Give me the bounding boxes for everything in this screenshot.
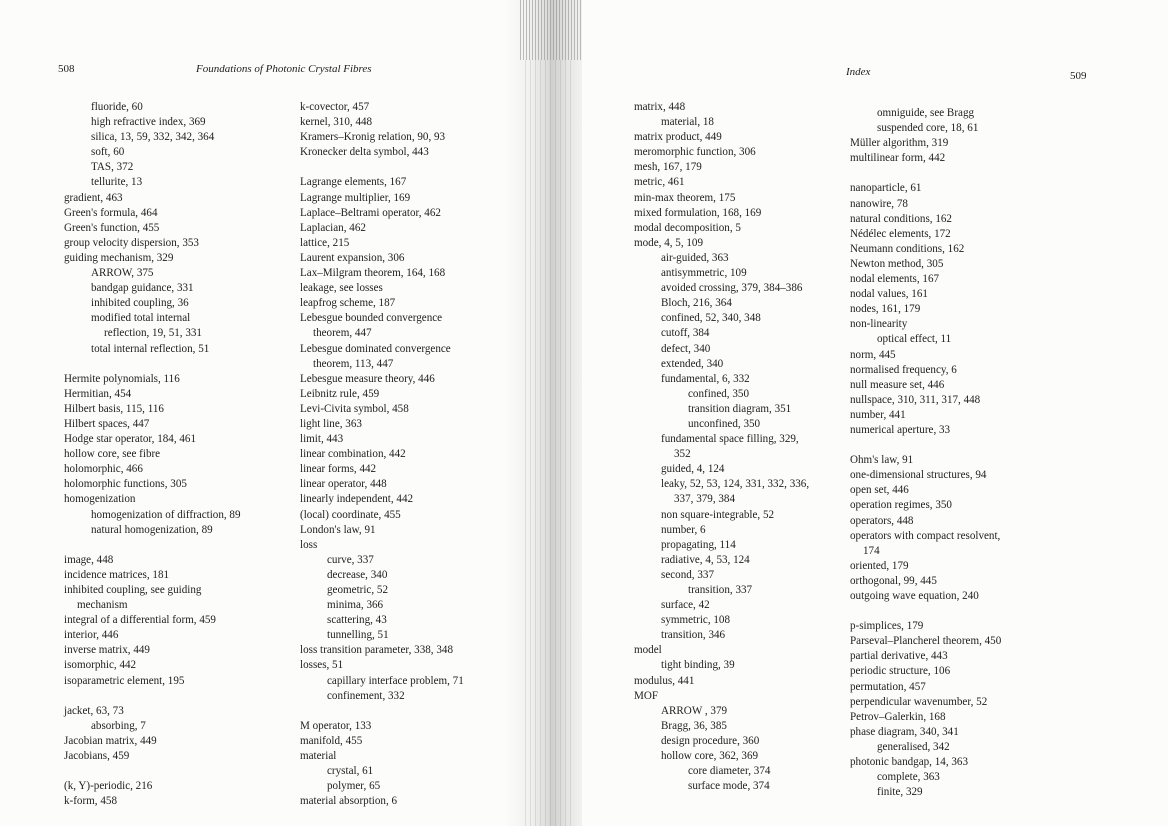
index-entry: Bragg, 36, 385 xyxy=(661,719,727,732)
index-entry: operators with compact resolvent, xyxy=(850,529,1001,542)
index-entry: modified total internal xyxy=(91,312,191,325)
index-entry: fundamental, 6, 332 xyxy=(661,372,750,385)
index-entry: oriented, 179 xyxy=(850,559,909,572)
index-entry: Lax–Milgram theorem, 164, 168 xyxy=(300,267,446,280)
index-entry: outgoing wave equation, 240 xyxy=(850,590,979,602)
index-entry: decrease, 340 xyxy=(327,568,388,581)
index-entry: non square-integrable, 52 xyxy=(661,508,775,521)
index-entry: nanoparticle, 61 xyxy=(850,182,922,195)
index-entry: confined, 350 xyxy=(688,387,749,400)
index-entry: reflection, 19, 51, 331 xyxy=(104,327,202,340)
right-folio: 509 xyxy=(1070,70,1087,82)
index-gap xyxy=(850,438,1001,453)
index-entry: propagating, 114 xyxy=(661,538,736,551)
index-entry: material, 18 xyxy=(661,116,714,129)
index-entry: extended, 340 xyxy=(661,357,724,370)
index-entry: open set, 446 xyxy=(850,484,909,497)
left-running-head: Foundations of Photonic Crystal Fibres xyxy=(196,63,372,75)
index-entry: radiative, 4, 53, 124 xyxy=(661,553,750,566)
index-entry: soft, 60 xyxy=(91,146,125,159)
index-entry: suspended core, 18, 61 xyxy=(877,122,979,135)
index-entry: theorem, 447 xyxy=(313,327,372,340)
index-gap xyxy=(64,357,241,372)
index-entry: tunnelling, 51 xyxy=(327,629,389,642)
index-entry: inhibited coupling, see guiding xyxy=(64,584,202,596)
index-entry: M operator, 133 xyxy=(300,719,372,732)
index-entry: kernel, 310, 448 xyxy=(300,116,373,129)
index-entry: Green's formula, 464 xyxy=(64,206,158,219)
index-entry: norm, 445 xyxy=(850,348,896,361)
index-entry: transition, 337 xyxy=(688,584,753,596)
index-entry: second, 337 xyxy=(661,568,714,581)
index-entry: mixed formulation, 168, 169 xyxy=(634,206,762,219)
index-entry: Bloch, 216, 364 xyxy=(661,297,732,310)
index-entry: Lebesgue measure theory, 446 xyxy=(300,372,435,385)
index-gap xyxy=(64,538,241,553)
index-entry: periodic structure, 106 xyxy=(850,665,951,678)
index-entry: cutoff, 384 xyxy=(661,327,710,340)
index-entry: number, 441 xyxy=(850,408,906,421)
index-column-2 xyxy=(300,100,464,809)
index-entry: avoided crossing, 379, 384–386 xyxy=(661,282,803,295)
index-entry: transition diagram, 351 xyxy=(688,402,792,415)
index-entry: optical effect, 11 xyxy=(877,333,952,346)
index-entry: k-form, 458 xyxy=(64,795,117,808)
left-folio: 508 xyxy=(58,63,75,75)
index-entry: nodal elements, 167 xyxy=(850,273,940,286)
index-entry: holomorphic functions, 305 xyxy=(64,478,187,491)
index-entry: natural homogenization, 89 xyxy=(91,523,213,536)
index-entry: Neumann conditions, 162 xyxy=(850,242,965,255)
index-entry: tellurite, 13 xyxy=(91,176,143,189)
index-entry: number, 6 xyxy=(661,523,706,536)
index-entry: nullspace, 310, 311, 317, 448 xyxy=(850,393,981,406)
index-gap xyxy=(300,160,464,175)
index-entry: unconfined, 350 xyxy=(688,417,761,430)
index-entry: Hodge star operator, 184, 461 xyxy=(64,433,197,446)
index-entry: mechanism xyxy=(77,599,128,612)
index-entry: (local) coordinate, 455 xyxy=(300,508,401,521)
index-entry: photonic bandgap, 14, 363 xyxy=(850,756,969,769)
index-entry: mode, 4, 5, 109 xyxy=(634,236,704,249)
index-entry: Lebesgue bounded convergence xyxy=(300,312,443,325)
index-entry: permutation, 457 xyxy=(850,680,926,693)
index-entry: perpendicular wavenumber, 52 xyxy=(850,695,988,708)
index-entry: Laurent expansion, 306 xyxy=(300,251,405,264)
index-entry: Levi-Civita symbol, 458 xyxy=(300,402,409,415)
index-entry: surface mode, 374 xyxy=(688,780,770,793)
index-entry: 337, 379, 384 xyxy=(674,493,736,506)
index-entry: min-max theorem, 175 xyxy=(634,191,736,204)
index-entry: (k, Y)-periodic, 216 xyxy=(64,780,153,793)
index-entry: partial derivative, 443 xyxy=(850,650,948,663)
index-entry: Nédélec elements, 172 xyxy=(850,227,951,240)
index-entry: non-linearity xyxy=(850,318,908,331)
index-entry: linear forms, 442 xyxy=(300,463,377,476)
index-entry: tight binding, 39 xyxy=(661,659,735,672)
index-entry: leaky, 52, 53, 124, 331, 332, 336, xyxy=(661,478,810,491)
right-page xyxy=(582,0,1168,826)
index-entry: Newton method, 305 xyxy=(850,257,944,270)
index-entry: Kronecker delta symbol, 443 xyxy=(300,146,429,159)
index-entry: theorem, 113, 447 xyxy=(313,357,394,370)
index-entry: orthogonal, 99, 445 xyxy=(850,574,937,587)
index-entry: p-simplices, 179 xyxy=(850,620,924,633)
index-entry: loss xyxy=(300,538,318,551)
index-entry: Hilbert spaces, 447 xyxy=(64,417,150,430)
index-entry: generalised, 342 xyxy=(877,740,950,753)
index-entry: Leibnitz rule, 459 xyxy=(300,387,380,400)
index-entry: incidence matrices, 181 xyxy=(64,568,170,581)
index-entry: absorbing, 7 xyxy=(91,719,146,732)
left-page xyxy=(0,0,520,826)
index-entry: limit, 443 xyxy=(300,433,344,446)
index-entry: material absorption, 6 xyxy=(300,795,398,808)
index-entry: Lagrange multiplier, 169 xyxy=(300,191,411,204)
index-entry: Hilbert basis, 115, 116 xyxy=(64,402,164,415)
index-entry: defect, 340 xyxy=(661,342,711,355)
index-entry: total internal reflection, 51 xyxy=(91,342,210,355)
index-entry: symmetric, 108 xyxy=(661,614,731,627)
index-entry: modulus, 441 xyxy=(634,674,695,687)
index-entry: image, 448 xyxy=(64,553,114,566)
index-entry: losses, 51 xyxy=(300,659,344,672)
index-entry: fundamental space filling, 329, xyxy=(661,433,799,446)
index-entry: manifold, 455 xyxy=(300,734,363,747)
index-entry: ARROW, 375 xyxy=(91,267,154,280)
index-entry: linear combination, 442 xyxy=(300,448,406,461)
right-running-head: Index xyxy=(846,66,871,78)
index-column-1 xyxy=(64,100,241,809)
index-entry: loss transition parameter, 338, 348 xyxy=(300,644,453,657)
index-entry: Hermite polynomials, 116 xyxy=(64,372,180,385)
index-column-3 xyxy=(634,100,809,794)
index-entry: complete, 363 xyxy=(877,771,940,784)
index-entry: nodes, 161, 179 xyxy=(850,303,921,316)
index-entry: operation regimes, 350 xyxy=(850,499,952,512)
index-entry: omniguide, see Bragg xyxy=(877,107,975,119)
index-entry: Lebesgue dominated convergence xyxy=(300,342,451,355)
index-entry: Parseval–Plancherel theorem, 450 xyxy=(850,635,1002,648)
index-entry: homogenization of diffraction, 89 xyxy=(91,508,241,521)
index-entry: Hermitian, 454 xyxy=(64,387,132,400)
index-entry: London's law, 91 xyxy=(300,523,376,536)
index-entry: Laplace–Beltrami operator, 462 xyxy=(300,206,441,219)
index-entry: modal decomposition, 5 xyxy=(634,221,741,234)
index-entry: meromorphic function, 306 xyxy=(634,146,756,159)
index-entry: confined, 52, 340, 348 xyxy=(661,312,761,325)
index-entry: design procedure, 360 xyxy=(661,734,760,747)
index-entry: surface, 42 xyxy=(661,599,710,612)
index-entry: curve, 337 xyxy=(327,553,374,566)
index-gap xyxy=(64,689,241,704)
index-entry: isoparametric element, 195 xyxy=(64,674,185,687)
index-entry: k-covector, 457 xyxy=(300,101,370,113)
index-column-4 xyxy=(850,106,1001,800)
index-entry: 352 xyxy=(674,448,691,461)
index-entry: linearly independent, 442 xyxy=(300,493,414,506)
index-entry: nodal values, 161 xyxy=(850,288,928,301)
index-entry: minima, 366 xyxy=(327,599,384,612)
index-entry: linear operator, 448 xyxy=(300,478,387,491)
index-entry: finite, 329 xyxy=(877,786,923,799)
index-entry: Lagrange elements, 167 xyxy=(300,176,407,189)
index-entry: Jacobians, 459 xyxy=(64,750,130,763)
index-entry: multilinear form, 442 xyxy=(850,152,946,165)
index-entry: Müller algorithm, 319 xyxy=(850,137,949,150)
index-entry: operators, 448 xyxy=(850,514,914,527)
index-entry: homogenization xyxy=(64,493,136,506)
index-entry: bandgap guidance, 331 xyxy=(91,282,194,295)
index-entry: inhibited coupling, 36 xyxy=(91,297,189,310)
index-entry: metric, 461 xyxy=(634,176,685,189)
index-entry: nanowire, 78 xyxy=(850,197,908,210)
index-entry: integral of a differential form, 459 xyxy=(64,614,216,627)
index-entry: light line, 363 xyxy=(300,417,362,430)
index-entry: null measure set, 446 xyxy=(850,378,945,391)
index-entry: scattering, 43 xyxy=(327,614,387,627)
index-entry: confinement, 332 xyxy=(327,689,405,702)
index-entry: core diameter, 374 xyxy=(688,765,771,778)
index-entry: interior, 446 xyxy=(64,629,119,642)
index-entry: Ohm's law, 91 xyxy=(850,454,914,467)
index-entry: one-dimensional structures, 94 xyxy=(850,469,987,482)
index-entry: fluoride, 60 xyxy=(91,101,143,113)
index-entry: isomorphic, 442 xyxy=(64,659,137,672)
index-entry: hollow core, see fibre xyxy=(64,448,161,461)
index-entry: matrix product, 449 xyxy=(634,131,722,144)
index-entry: Kramers–Kronig relation, 90, 93 xyxy=(300,131,446,144)
index-entry: 174 xyxy=(863,544,880,557)
index-entry: guiding mechanism, 329 xyxy=(64,251,174,264)
index-entry: crystal, 61 xyxy=(327,765,374,778)
index-entry: TAS, 372 xyxy=(91,161,134,174)
index-entry: geometric, 52 xyxy=(327,584,388,596)
index-entry: leakage, see losses xyxy=(300,282,383,295)
index-gap xyxy=(850,166,1001,181)
index-entry: jacket, 63, 73 xyxy=(64,704,124,717)
index-entry: numerical aperture, 33 xyxy=(850,423,951,436)
index-entry: capillary interface problem, 71 xyxy=(327,674,464,687)
index-entry: MOF xyxy=(634,689,659,702)
index-entry: guided, 4, 124 xyxy=(661,463,725,476)
index-entry: Jacobian matrix, 449 xyxy=(64,734,157,747)
index-entry: material xyxy=(300,750,337,763)
index-entry: high refractive index, 369 xyxy=(91,116,206,129)
index-entry: natural conditions, 162 xyxy=(850,212,952,225)
index-entry: gradient, 463 xyxy=(64,191,123,204)
index-entry: hollow core, 362, 369 xyxy=(661,750,759,763)
index-gap xyxy=(64,764,241,779)
index-entry: phase diagram, 340, 341 xyxy=(850,725,959,738)
index-entry: silica, 13, 59, 332, 342, 364 xyxy=(91,131,215,144)
index-entry: normalised frequency, 6 xyxy=(850,363,957,376)
index-entry: leapfrog scheme, 187 xyxy=(300,297,396,310)
index-gap xyxy=(300,704,464,719)
index-gap xyxy=(850,604,1001,619)
index-entry: Green's function, 455 xyxy=(64,221,160,234)
index-entry: Petrov–Galerkin, 168 xyxy=(850,710,946,723)
index-entry: antisymmetric, 109 xyxy=(661,267,747,280)
index-entry: Laplacian, 462 xyxy=(300,221,366,234)
index-entry: model xyxy=(634,644,662,657)
index-entry: transition, 346 xyxy=(661,629,726,642)
index-entry: holomorphic, 466 xyxy=(64,463,143,476)
index-entry: matrix, 448 xyxy=(634,101,686,113)
index-entry: ARROW , 379 xyxy=(661,704,728,717)
index-entry: lattice, 215 xyxy=(300,236,350,249)
index-entry: air-guided, 363 xyxy=(661,251,729,264)
index-entry: group velocity dispersion, 353 xyxy=(64,236,199,249)
index-entry: mesh, 167, 179 xyxy=(634,161,702,174)
index-entry: inverse matrix, 449 xyxy=(64,644,150,657)
index-entry: polymer, 65 xyxy=(327,780,381,793)
